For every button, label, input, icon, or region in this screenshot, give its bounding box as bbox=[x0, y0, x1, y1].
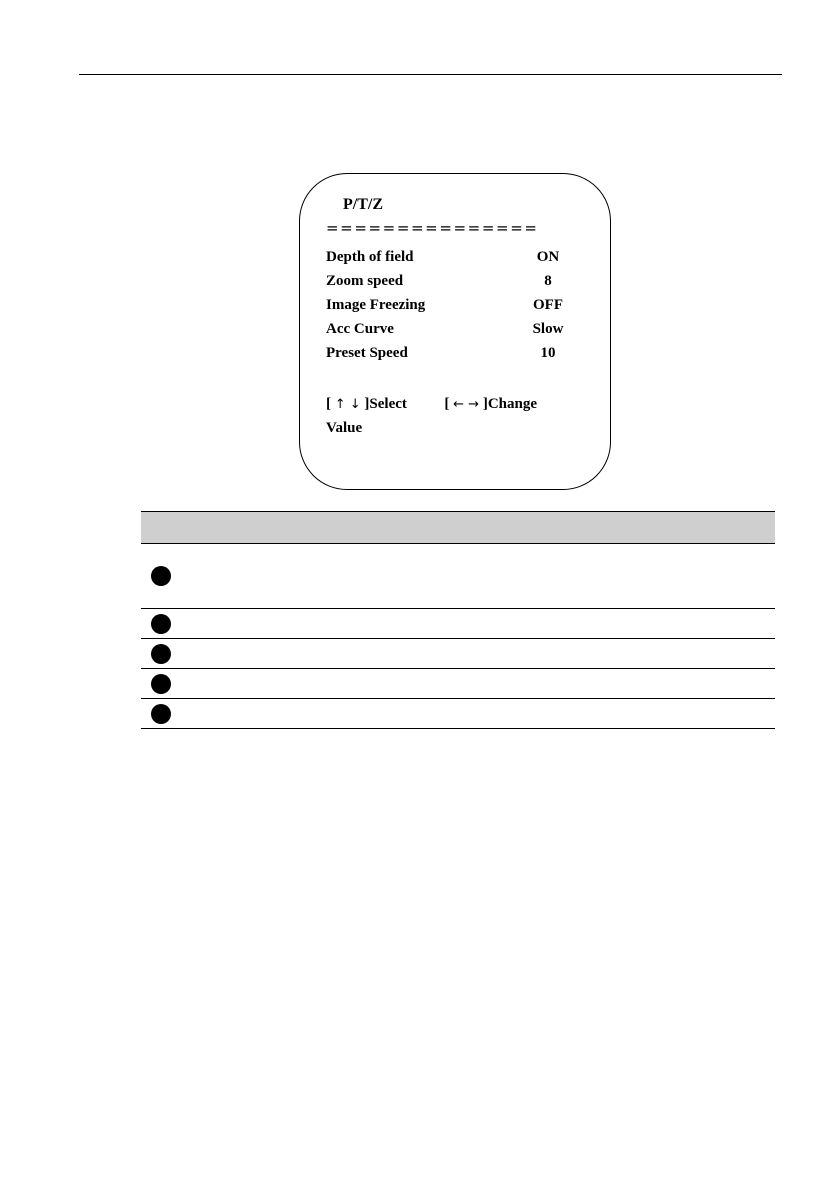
table-row bbox=[141, 669, 775, 699]
table-row bbox=[141, 544, 775, 609]
numbered-callout-icon bbox=[151, 704, 171, 724]
numbered-callout-icon bbox=[151, 614, 171, 634]
numbered-callout-icon bbox=[151, 566, 171, 586]
osd-item-label: Acc Curve bbox=[326, 321, 394, 337]
osd-item-zoom-speed bbox=[326, 271, 586, 291]
table-cell bbox=[141, 639, 775, 669]
table-row bbox=[141, 699, 775, 729]
numbered-callout-icon bbox=[151, 644, 171, 664]
osd-item-label: Preset Speed bbox=[326, 345, 408, 361]
osd-item-value: OFF bbox=[533, 297, 563, 313]
table-cell bbox=[141, 609, 775, 639]
table-header-row bbox=[141, 512, 775, 544]
table-cell bbox=[141, 699, 775, 729]
table-row bbox=[141, 609, 775, 639]
select-hint-label: ]Select bbox=[364, 396, 407, 412]
numbered-callout-icon bbox=[151, 674, 171, 694]
osd-navigation-hint bbox=[326, 394, 537, 415]
table-cell bbox=[141, 544, 775, 609]
osd-item-acc-curve bbox=[326, 319, 586, 339]
osd-item-value: Slow bbox=[532, 321, 564, 337]
osd-item-value: 8 bbox=[544, 273, 552, 289]
osd-item-label: Zoom speed bbox=[326, 273, 404, 289]
table-row bbox=[141, 639, 775, 669]
osd-item-label: Image Freezing bbox=[326, 297, 426, 313]
reference-table bbox=[141, 511, 775, 729]
osd-menu-title: P/T/Z bbox=[343, 196, 384, 213]
osd-menu-separator: =============== bbox=[326, 219, 539, 237]
up-down-arrow-icon: ↑ ↓ bbox=[334, 397, 361, 412]
osd-navigation-hint-continued: Value bbox=[326, 420, 363, 436]
table-cell bbox=[141, 669, 775, 699]
page-header-rule bbox=[79, 74, 782, 75]
osd-item-preset-speed bbox=[326, 343, 586, 363]
osd-item-image-freezing bbox=[326, 295, 586, 315]
change-hint-open-bracket: [ bbox=[444, 396, 450, 412]
table-header-cell bbox=[141, 512, 775, 544]
osd-item-depth-of-field bbox=[326, 247, 586, 267]
osd-item-value: 10 bbox=[540, 345, 556, 361]
left-right-arrow-icon: ← → bbox=[453, 397, 480, 412]
osd-item-label: Depth of field bbox=[326, 249, 414, 265]
select-hint-open-bracket: [ bbox=[326, 396, 331, 412]
change-hint-label: ]Change bbox=[482, 396, 537, 412]
osd-item-value: ON bbox=[536, 249, 560, 265]
